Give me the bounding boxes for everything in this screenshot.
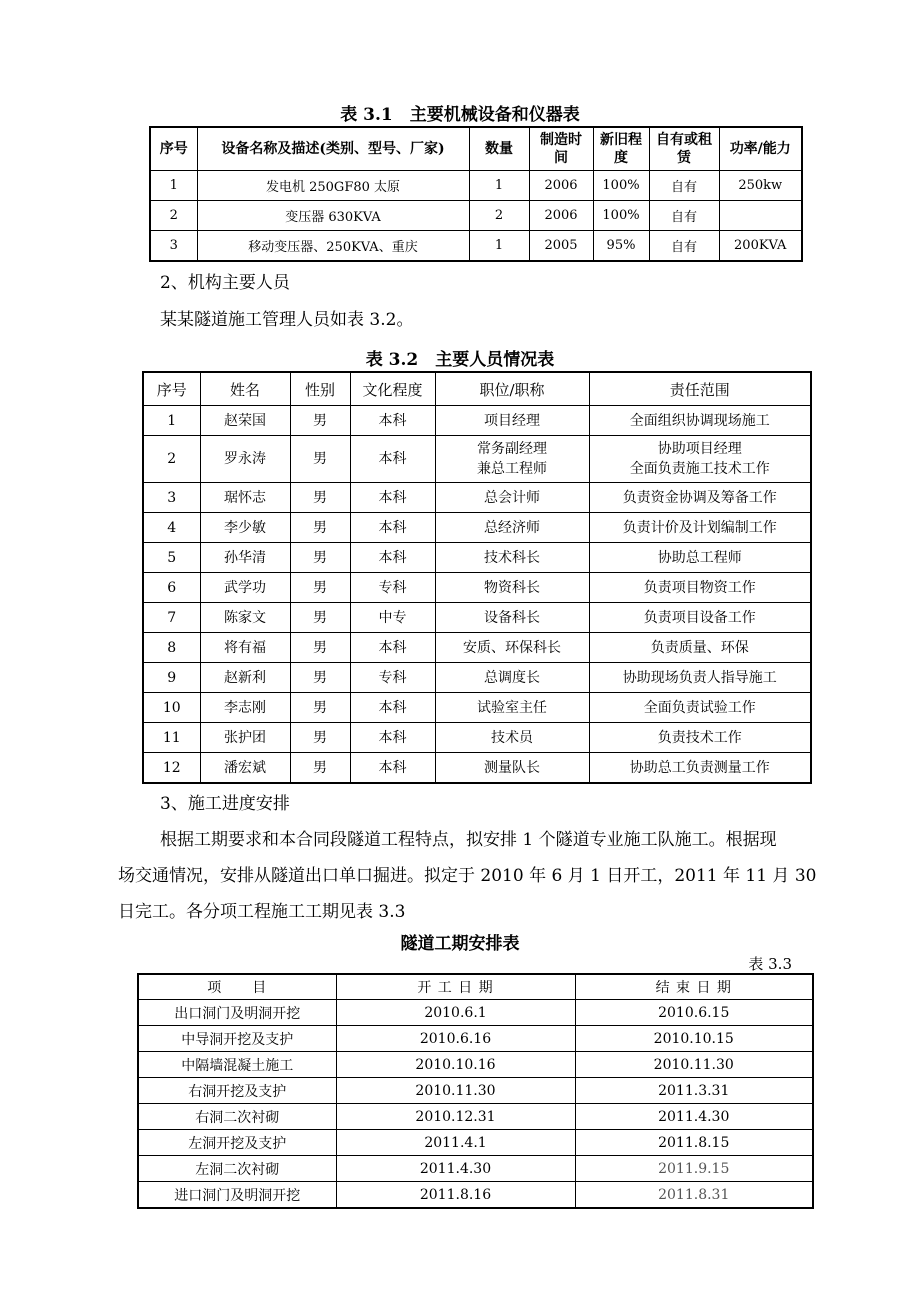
table-cell: 12 [143,753,200,784]
table-row [143,513,811,543]
table-cell: 协助总工负责测量工作 [589,753,811,784]
table-cell: 男 [290,753,350,784]
table-cell: 8 [143,633,200,663]
table-row [143,723,811,753]
table-cell: 赵荣国 [200,406,290,436]
table-cell: 负责资金协调及筹备工作 [589,483,811,513]
table-cell: 2011.8.15 [575,1130,813,1156]
table-row [138,1156,813,1182]
table-cell [719,201,802,231]
table-cell: 6 [143,573,200,603]
table-cell: 全面负责试验工作 [589,693,811,723]
table-cell: 测量队长 [435,753,589,784]
table-cell: 自有 [649,231,719,262]
table-cell: 变压器 630KVA [197,201,469,231]
table-cell: 出口洞门及明洞开挖 [138,1000,336,1026]
column-header: 序号 [143,372,200,406]
table-cell: 武学功 [200,573,290,603]
section-3-line-2: 场交通情况，安排从隧道出口单口掘进。拟定于 2010 年 6 月 1 日开工，2011 年 11 月 30 [118,866,817,886]
table-cell: 负责质量、环保 [589,633,811,663]
table-cell: 物资科长 [435,573,589,603]
section-2-heading: 2、机构主要人员 [160,273,290,293]
column-header: 自有或租赁 [649,127,719,171]
table-cell: 中隔墙混凝土施工 [138,1052,336,1078]
table-3-1-caption: 表 3.1 主要机械设备和仪器表 [340,105,580,125]
table-cell: 协助现场负责人指导施工 [589,663,811,693]
table-cell: 左洞二次衬砌 [138,1156,336,1182]
table-cell: 总调度长 [435,663,589,693]
section-3-line-3: 日完工。各分项工程施工工期见表 3.3 [118,902,406,922]
table-cell: 2010.10.16 [336,1052,575,1078]
table-cell: 2010.10.15 [575,1026,813,1052]
table-row [143,573,811,603]
schedule-table [137,973,814,1209]
table-cell: 200KVA [719,231,802,262]
table-row [138,1104,813,1130]
table-cell: 总会计师 [435,483,589,513]
table-cell: 2010.11.30 [575,1052,813,1078]
column-header: 文化程度 [350,372,435,406]
table-cell: 2 [469,201,529,231]
table-row [143,753,811,784]
table-cell: 琚怀志 [200,483,290,513]
table-cell: 中专 [350,603,435,633]
table-cell: 250kw [719,171,802,201]
personnel-table [142,371,812,784]
table-cell: 右洞二次衬砌 [138,1104,336,1130]
table-row [143,543,811,573]
table-cell: 罗永涛 [200,436,290,483]
table-cell: 2010.6.15 [575,1000,813,1026]
table-cell: 9 [143,663,200,693]
table-cell: 本科 [350,693,435,723]
table-cell: 将有福 [200,633,290,663]
table-cell: 技术员 [435,723,589,753]
table-cell: 总经济师 [435,513,589,543]
table-cell: 李少敏 [200,513,290,543]
column-header: 设备名称及描述(类别、型号、厂家) [197,127,469,171]
table-cell: 2010.6.1 [336,1000,575,1026]
table-row [150,171,802,201]
table-cell: 本科 [350,633,435,663]
table-cell: 自有 [649,201,719,231]
table-cell: 进口洞门及明洞开挖 [138,1182,336,1209]
table-cell: 中导洞开挖及支护 [138,1026,336,1052]
table-cell: 本科 [350,513,435,543]
table-row [138,1078,813,1104]
table-cell: 2 [150,201,197,231]
table-cell: 负责计价及计划编制工作 [589,513,811,543]
table-cell: 5 [143,543,200,573]
table-cell: 男 [290,543,350,573]
table-cell: 项目经理 [435,406,589,436]
table-cell: 负责项目设备工作 [589,603,811,633]
table-cell: 李志刚 [200,693,290,723]
table-cell: 男 [290,723,350,753]
column-header: 数量 [469,127,529,171]
table-row [143,406,811,436]
table-cell: 2010.12.31 [336,1104,575,1130]
table-cell: 10 [143,693,200,723]
table-cell: 常务副经理 兼总工程师 [435,436,589,483]
table-row [143,603,811,633]
table-cell: 协助项目经理 全面负责施工技术工作 [589,436,811,483]
table-cell: 男 [290,603,350,633]
table-cell: 100% [593,201,649,231]
table-row [150,201,802,231]
table-cell: 3 [150,231,197,262]
table-cell: 协助总工程师 [589,543,811,573]
column-header: 序号 [150,127,197,171]
table-cell: 负责技术工作 [589,723,811,753]
table-cell: 1 [143,406,200,436]
table-cell: 男 [290,693,350,723]
table-cell: 孙华清 [200,543,290,573]
section-3-heading: 3、施工进度安排 [160,794,290,814]
table-cell: 本科 [350,436,435,483]
column-header: 职位/职称 [435,372,589,406]
table-cell: 2011.4.30 [575,1104,813,1130]
table-cell: 左洞开挖及支护 [138,1130,336,1156]
table-cell: 潘宏斌 [200,753,290,784]
table-cell: 右洞开挖及支护 [138,1078,336,1104]
table-cell: 男 [290,663,350,693]
table-cell: 本科 [350,406,435,436]
table-row [143,693,811,723]
column-header: 性别 [290,372,350,406]
column-header: 责任范围 [589,372,811,406]
table-cell: 本科 [350,483,435,513]
table-cell: 11 [143,723,200,753]
table-cell: 2 [143,436,200,483]
table-3-3-caption: 隧道工期安排表 [400,934,520,954]
table-cell: 本科 [350,723,435,753]
column-header: 项 目 [138,974,336,1000]
table-cell: 100% [593,171,649,201]
column-header: 制造时间 [529,127,593,171]
table-cell: 发电机 250GF80 太原 [197,171,469,201]
table-cell: 2011.4.1 [336,1130,575,1156]
equipment-table [149,126,803,262]
table-cell: 自有 [649,171,719,201]
table-cell: 2010.11.30 [336,1078,575,1104]
column-header: 姓名 [200,372,290,406]
table-cell: 设备科长 [435,603,589,633]
table-3-3-number: 表 3.3 [748,955,792,973]
column-header: 功率/能力 [719,127,802,171]
table-row [143,633,811,663]
table-cell: 张护团 [200,723,290,753]
table-cell: 男 [290,573,350,603]
table-cell: 3 [143,483,200,513]
table-cell: 男 [290,483,350,513]
table-cell: 2010.6.16 [336,1026,575,1052]
table-cell: 本科 [350,753,435,784]
column-header: 新旧程度 [593,127,649,171]
table-row [143,663,811,693]
table-cell: 95% [593,231,649,262]
table-cell: 2011.9.15 [575,1156,813,1182]
table-cell: 本科 [350,543,435,573]
table-cell: 技术科长 [435,543,589,573]
table-cell: 2006 [529,171,593,201]
table-cell: 2006 [529,201,593,231]
table-cell: 2011.8.16 [336,1182,575,1209]
table-cell: 1 [469,171,529,201]
table-cell: 2011.8.31 [575,1182,813,1209]
table-row [143,483,811,513]
table-cell: 试验室主任 [435,693,589,723]
table-cell: 专科 [350,573,435,603]
table-cell: 男 [290,513,350,543]
table-row [138,1182,813,1209]
table-3-2-caption: 表 3.2 主要人员情况表 [365,350,555,370]
table-cell: 2011.3.31 [575,1078,813,1104]
column-header: 结 束 日 期 [575,974,813,1000]
table-cell: 1 [469,231,529,262]
table-header-row [150,127,802,171]
table-cell: 陈家文 [200,603,290,633]
table-cell: 负责项目物资工作 [589,573,811,603]
table-row [150,231,802,262]
table-cell: 安质、环保科长 [435,633,589,663]
table-header-row [143,372,811,406]
table-cell: 1 [150,171,197,201]
table-row [138,1130,813,1156]
table-row [138,1052,813,1078]
table-header-row [138,974,813,1000]
section-2-text: 某某隧道施工管理人员如表 3.2。 [160,310,414,330]
table-row [143,436,811,483]
table-cell: 移动变压器、250KVA、重庆 [197,231,469,262]
table-cell: 赵新利 [200,663,290,693]
table-cell: 男 [290,633,350,663]
table-cell: 专科 [350,663,435,693]
table-cell: 男 [290,436,350,483]
table-cell: 男 [290,406,350,436]
table-cell: 7 [143,603,200,633]
section-3-line-1: 根据工期要求和本合同段隧道工程特点，拟安排 1 个隧道专业施工队施工。根据现 [160,830,777,850]
table-row [138,1026,813,1052]
table-row [138,1000,813,1026]
table-cell: 全面组织协调现场施工 [589,406,811,436]
table-cell: 4 [143,513,200,543]
table-cell: 2011.4.30 [336,1156,575,1182]
table-cell: 2005 [529,231,593,262]
column-header: 开 工 日 期 [336,974,575,1000]
